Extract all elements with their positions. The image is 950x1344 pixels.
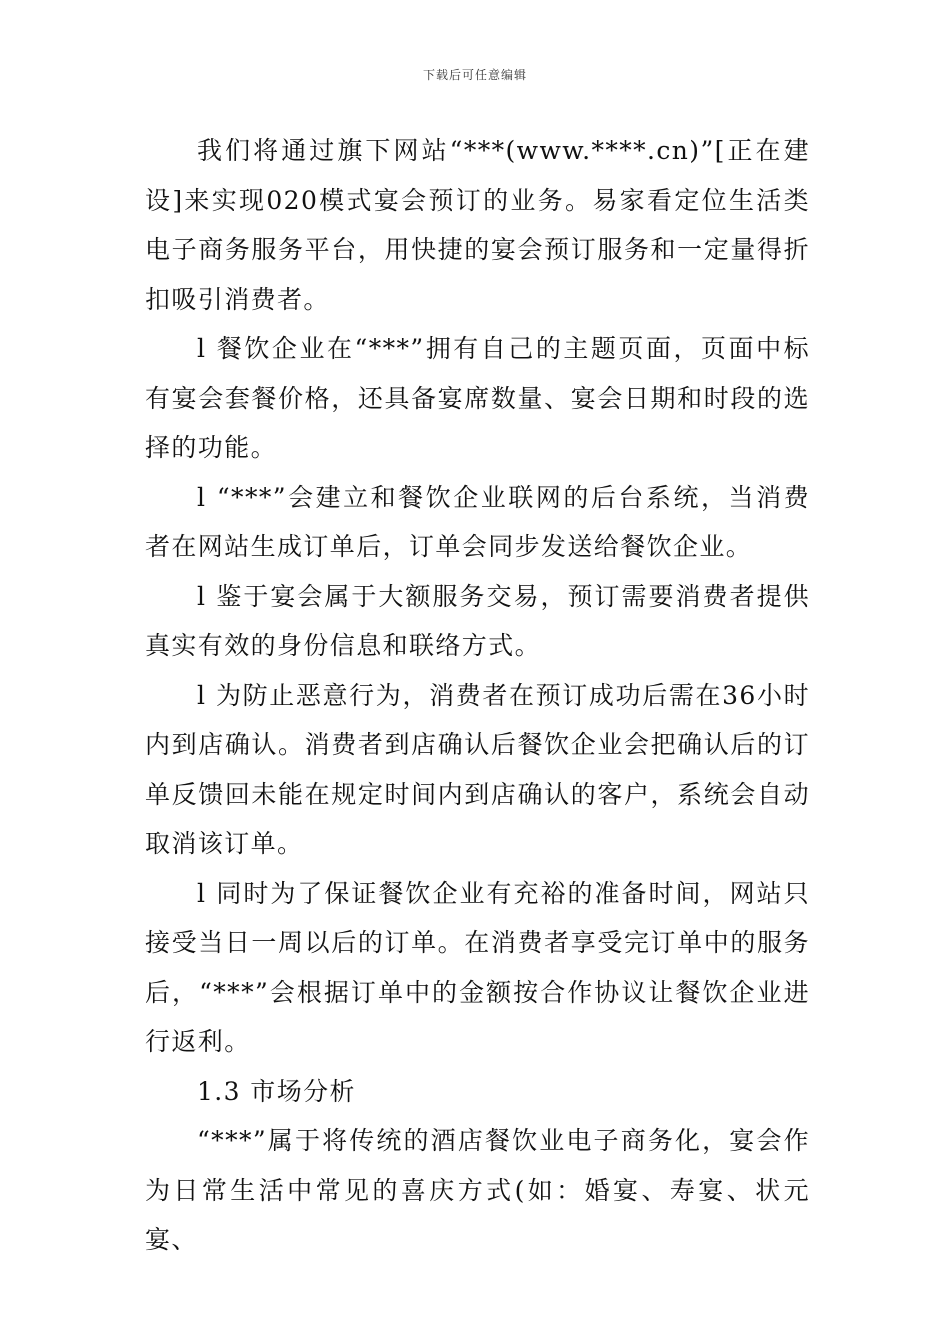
paragraph-bullet-identity: l 鉴于宴会属于大额服务交易，预订需要消费者提供真实有效的身份信息和联络方式。 [145, 581, 810, 660]
document-body [145, 126, 810, 1265]
paragraph-bullet-backend: l “***”会建立和餐饮企业联网的后台系统，当消费者在网站生成订单后，订单会同步发送给餐饮企业。 [145, 482, 810, 561]
page-header-note: 下载后可任意编辑 [422, 68, 527, 82]
paragraph-market-analysis: “***”属于将传统的酒店餐饮业电子商务化，宴会作为日常生活中常见的喜庆方式(如：婚宴、寿宴、状元宴、 [145, 1126, 810, 1254]
section-heading-market-analysis: 1.3 市场分析 [197, 1076, 356, 1106]
paragraph-bullet-rebate: l 同时为了保证餐饮企业有充裕的准备时间，网站只接受当日一周以后的订单。在消费者享受完订单中的服务后，“***”会根据订单中的金额按合作协议让餐饮企业进行返利。 [145, 878, 810, 1056]
paragraph-bullet-theme-page: l 餐饮企业在“***”拥有自己的主题页面，页面中标有宴会套餐价格，还具备宴席数量、宴会日期和时段的选择的功能。 [145, 334, 810, 462]
paragraph-intro: 我们将通过旗下网站“***(www.****.cn)”[正在建设]来实现020模式宴会预订的业务。易家看定位生活类电子商务服务平台，用快捷的宴会预订服务和一定量得折扣吸引消费者。 [145, 136, 810, 314]
paragraph-bullet-confirmation: l 为防止恶意行为，消费者在预订成功后需在36小时内到店确认。消费者到店确认后餐饮企业会把确认后的订单反馈回未能在规定时间内到店确认的客户，系统会自动取消该订单。 [145, 680, 810, 858]
